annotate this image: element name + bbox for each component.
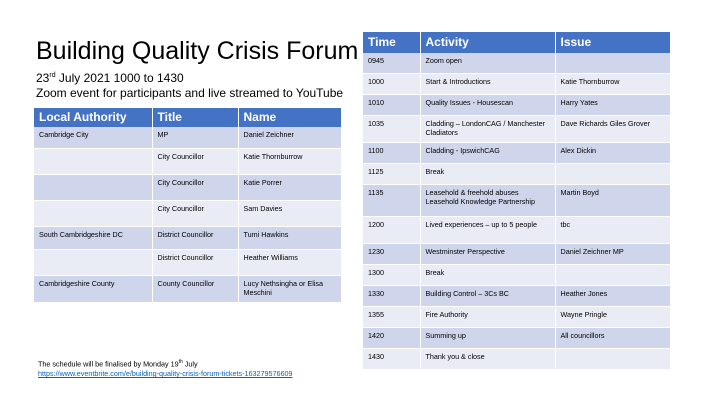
cell-title: District Councillor <box>152 250 238 276</box>
cell-time: 0945 <box>363 53 420 74</box>
cell-activity: Westminster Perspective <box>420 244 555 265</box>
cell-name: Sam Davies <box>238 201 341 227</box>
cell-time: 1010 <box>363 95 420 116</box>
cell-time: 1430 <box>363 349 420 370</box>
participants-header-row <box>34 108 341 127</box>
cell-name: Lucy Nethsingha or Elisa Meschini <box>238 276 341 303</box>
column-header-activity: Activity <box>420 32 555 53</box>
cell-activity: Cladding - IpswichCAG <box>420 143 555 164</box>
cell-issue: Daniel Zeichner MP <box>555 244 670 265</box>
column-header-time: Time <box>363 32 420 53</box>
cell-name: Tumi Hawkins <box>238 227 341 250</box>
schedule-note: The schedule will be finalised by Monday 19th July <box>38 359 198 369</box>
cell-local-authority: Cambridge City <box>34 127 152 149</box>
participant-row <box>34 276 341 303</box>
schedule-row <box>363 74 670 95</box>
schedule-row <box>363 244 670 265</box>
event-details <box>36 68 343 101</box>
cell-activity: Break <box>420 265 555 286</box>
event-description: Zoom event for participants and live streamed to YouTube <box>36 86 344 100</box>
cell-issue: All councillors <box>555 328 670 349</box>
cell-activity: Start & Introductions <box>420 74 555 95</box>
cell-name: Daniel Zeichner <box>238 127 341 149</box>
schedule-header-row <box>363 32 670 53</box>
cell-title: MP <box>152 127 238 149</box>
cell-issue <box>555 53 670 74</box>
schedule-row <box>363 53 670 74</box>
cell-issue <box>555 349 670 370</box>
cell-time: 1000 <box>363 74 420 95</box>
participant-row <box>34 127 341 149</box>
cell-local-authority: South Cambridgeshire DC <box>34 227 152 250</box>
cell-time: 1420 <box>363 328 420 349</box>
cell-local-authority: Cambridgeshire County <box>34 276 152 303</box>
cell-time: 1125 <box>363 164 420 185</box>
cell-time: 1100 <box>363 143 420 164</box>
cell-time: 1300 <box>363 265 420 286</box>
schedule-row <box>363 328 670 349</box>
cell-issue <box>555 164 670 185</box>
schedule-row <box>363 116 670 143</box>
schedule-row <box>363 185 670 217</box>
cell-local-authority <box>34 175 152 201</box>
participant-row <box>34 149 341 175</box>
cell-activity: Quality Issues - Housescan <box>420 95 555 116</box>
participant-row <box>34 250 341 276</box>
cell-issue: Heather Jones <box>555 286 670 307</box>
cell-activity: Zoom open <box>420 53 555 74</box>
participants-table <box>34 108 342 303</box>
cell-activity: Cladding – LondonCAG / Manchester Cladiators <box>420 116 555 143</box>
cell-title: District Councillor <box>152 227 238 250</box>
participant-row <box>34 201 341 227</box>
cell-issue: Katie Thornburrow <box>555 74 670 95</box>
cell-title: City Councillor <box>152 149 238 175</box>
cell-title: County Councillor <box>152 276 238 303</box>
cell-name: Katie Thornburrow <box>238 149 341 175</box>
cell-activity: Building Control – 3Cs BC <box>420 286 555 307</box>
cell-local-authority <box>34 250 152 276</box>
cell-time: 1355 <box>363 307 420 328</box>
cell-activity: Lived experiences – up to 5 people <box>420 217 555 244</box>
cell-time: 1330 <box>363 286 420 307</box>
cell-local-authority <box>34 149 152 175</box>
column-header-name: Name <box>238 108 341 127</box>
event-date: 23rd July 2021 1000 to 1430 <box>36 71 184 85</box>
cell-title: City Councillor <box>152 201 238 227</box>
column-header-local-authority: Local Authority <box>34 108 152 127</box>
cell-activity: Fire Authority <box>420 307 555 328</box>
schedule-row <box>363 349 670 370</box>
cell-activity: Thank you & close <box>420 349 555 370</box>
schedule-row <box>363 286 670 307</box>
cell-issue <box>555 265 670 286</box>
cell-issue: tbc <box>555 217 670 244</box>
cell-issue: Wayne Pringle <box>555 307 670 328</box>
cell-time: 1200 <box>363 217 420 244</box>
schedule-row <box>363 217 670 244</box>
cell-name: Katie Porrer <box>238 175 341 201</box>
column-header-issue: Issue <box>555 32 670 53</box>
cell-issue: Martin Boyd <box>555 185 670 217</box>
cell-issue: Harry Yates <box>555 95 670 116</box>
cell-time: 1035 <box>363 116 420 143</box>
participant-row <box>34 227 341 250</box>
schedule-row <box>363 307 670 328</box>
schedule-row <box>363 164 670 185</box>
cell-activity: Leasehold & freehold abuses Leasehold Knowledge Partnership <box>420 185 555 217</box>
schedule-table <box>363 32 671 370</box>
page-title: Building Quality Crisis Forum <box>36 37 359 65</box>
schedule-row <box>363 143 670 164</box>
column-header-title: Title <box>152 108 238 127</box>
cell-issue: Alex Dickin <box>555 143 670 164</box>
eventbrite-link[interactable]: https://www.eventbrite.com/e/building-quality-crisis-forum-tickets-163279576609 <box>38 369 293 378</box>
cell-activity: Break <box>420 164 555 185</box>
cell-time: 1230 <box>363 244 420 265</box>
schedule-row <box>363 265 670 286</box>
cell-title: City Councillor <box>152 175 238 201</box>
participant-row <box>34 175 341 201</box>
cell-activity: Summing up <box>420 328 555 349</box>
schedule-row <box>363 95 670 116</box>
cell-time: 1135 <box>363 185 420 217</box>
cell-local-authority <box>34 201 152 227</box>
cell-name: Heather Williams <box>238 250 341 276</box>
cell-issue: Dave Richards Giles Grover <box>555 116 670 143</box>
